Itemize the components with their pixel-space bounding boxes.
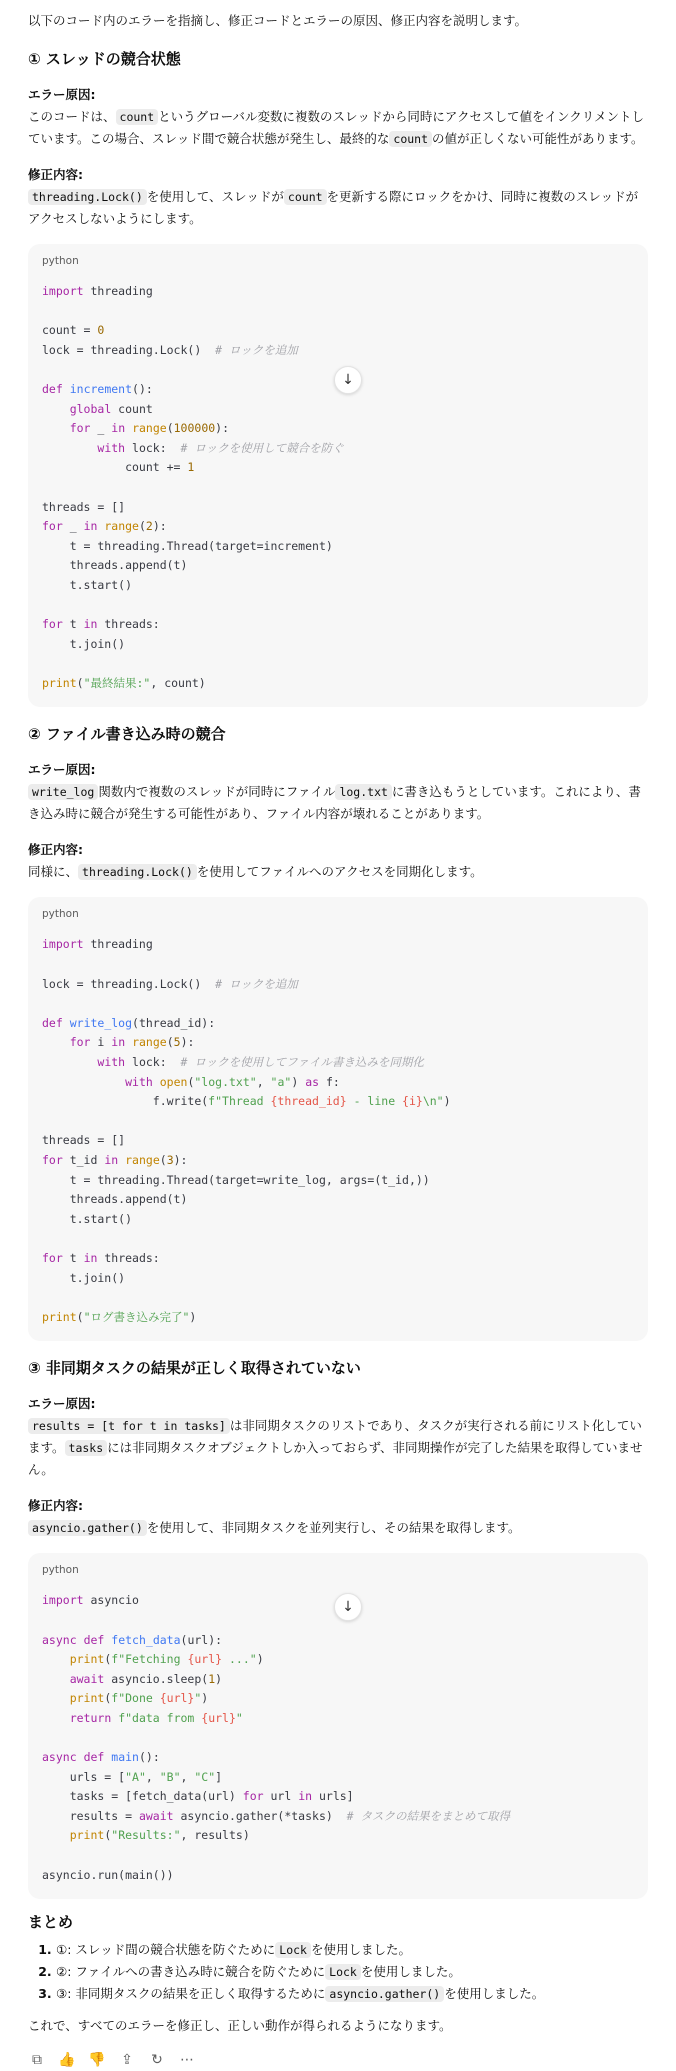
summary-title: まとめ	[28, 1913, 74, 1932]
copy-icon[interactable]: ⧉	[32, 2052, 42, 2069]
regenerate-icon[interactable]: ↻	[151, 2052, 163, 2069]
inline-code: count	[284, 189, 327, 205]
more-icon[interactable]: ⋯	[180, 2052, 194, 2069]
code-block-3[interactable]	[28, 1553, 648, 1899]
intro-text: 以下のコード内のエラーを指摘し、修正コードとエラーの原因、修正内容を説明します。	[28, 13, 528, 28]
inline-code: log.txt	[335, 784, 391, 800]
section3-cause-label: エラー原因:	[28, 1396, 96, 1412]
section1-cause-label: エラー原因:	[28, 87, 96, 102]
inline-code: asyncio.gather()	[325, 1986, 444, 2002]
share-icon[interactable]: ⇪	[121, 2052, 133, 2069]
inline-code: tasks	[65, 1440, 108, 1456]
section2-fix-text: 同様に、 threading.Lock() を使用してファイルへのアクセスを同期化します。	[28, 864, 483, 880]
inline-code: write_log	[28, 784, 98, 800]
section1-cause-text: このコードは、 count というグローバル変数に複数のスレッドから同時にアクセスして値をインクリメントしています。この場合、スレッド間で競合状態が発生し、最終的な count の値が正しくない可能性があります。	[28, 109, 645, 146]
inline-code: results = [t for t in tasks]	[28, 1418, 230, 1434]
code-content[interactable]: import threading lock = threading.Lock() # ロックを追加 def write_log(thread_id): for i in range(5): with lock: # ロックを使用してファイル書き込みを同期化 with open("log.txt", "a") as f: f.write(f"Thread {thread_id} - line {i}\n") threads = [] for t_id in range(3): t = threading.Thread(target=write_log, args=(t_id,)) threads.append(t) t.start() for t in threads: t.join() print("ログ書き込み完了")	[42, 937, 451, 1324]
list-item: 3. ③: 非同期タスクの結果を正しく取得するために asyncio.gather() を使用しました。	[56, 1983, 648, 2005]
list-item: 1. ①: スレッド間の競合状態を防ぐために Lock を使用しました。	[56, 1939, 648, 1961]
inline-code: asyncio.gather()	[28, 1520, 147, 1536]
list-item: 2. ②: ファイルへの書き込み時に競合を防ぐために Lock を使用しました。	[56, 1961, 648, 1983]
section2-cause-text: write_log 関数内で複数のスレッドが同時にファイル log.txt に書き込もうとしています。これにより、書き込み時に競合が発生する可能性があり、ファイル内容が壊れることがあります。	[28, 784, 641, 822]
arrow-down-icon: ↓	[342, 372, 354, 388]
code-content[interactable]: import asyncio async def fetch_data(url): print(f"Fetching {url} ...") await asyncio.sleep(1) print(f"Done {url}") return f"data from {url}" async def main(): urls = ["A", "B", "C"] tasks = [fetch_data(url) for url in urls] results = await asyncio.gather(*tasks) # タスクの結果をまとめて取得 print("Results:", results) asyncio.run(main())	[42, 1593, 511, 1882]
section3-fix-text: asyncio.gather() を使用して、非同期タスクを並列実行し、その結果を取得します。	[28, 1517, 648, 1539]
inline-code: Lock	[275, 1942, 311, 1958]
inline-code: count	[389, 131, 432, 147]
inline-code: threading.Lock()	[78, 864, 197, 880]
section1-fix-label: 修正内容:	[28, 167, 83, 182]
section2-title: ② ファイル書き込み時の競合	[28, 725, 226, 744]
code-block-2[interactable]	[28, 897, 648, 1341]
inline-code: Lock	[325, 1964, 361, 1980]
section3-cause-text: results = [t for t in tasks] は非同期タスクのリストであり、タスクが実行される前にリスト化しています。 tasks には非同期タスクオブジェクトしか入っておらず、非同期操作が完了した結果を取得していません。	[28, 1418, 643, 1478]
summary-list	[28, 1939, 648, 2005]
section2-cause-label: エラー原因:	[28, 762, 96, 778]
message-actions	[28, 2051, 648, 2069]
code-language-label: python	[42, 1564, 79, 1577]
section1-fix-text: threading.Lock() を使用して、スレッドが count を更新する際にロックをかけ、同時に複数のスレッドがアクセスしないようにします。	[28, 189, 639, 226]
arrow-down-icon: ↓	[342, 1599, 354, 1616]
section3-fix-label: 修正内容:	[28, 1498, 83, 1514]
section1-title: ① スレッドの競合状態	[28, 50, 181, 68]
section3-title: ③ 非同期タスクの結果が正しく取得されていない	[28, 1359, 361, 1378]
code-language-label: python	[42, 908, 79, 921]
conclusion-text: これで、すべてのエラーを修正し、正しい動作が得られるようになります。	[28, 2018, 452, 2034]
code-content[interactable]: import threading count = 0 lock = threading.Lock() # ロックを追加 def increment(): global count for _ in range(100000): with lock: # ロックを使用して競合を防ぐ count += 1 threads = [] for _ in range(2): t = threading.Thread(target=increment) threads.append(t) t.start() for t in threads: t.join() print("最終結果:", count)	[42, 284, 344, 690]
code-block-1[interactable]	[28, 244, 648, 707]
code-language-label: python	[42, 255, 79, 267]
thumbs-up-icon[interactable]: 👍	[58, 2052, 76, 2069]
inline-code: threading.Lock()	[28, 189, 147, 205]
section2-fix-label: 修正内容:	[28, 842, 83, 858]
inline-code: count	[116, 109, 159, 125]
scroll-down-button[interactable]	[334, 366, 362, 394]
thumbs-down-icon[interactable]: 👎	[88, 2052, 106, 2069]
